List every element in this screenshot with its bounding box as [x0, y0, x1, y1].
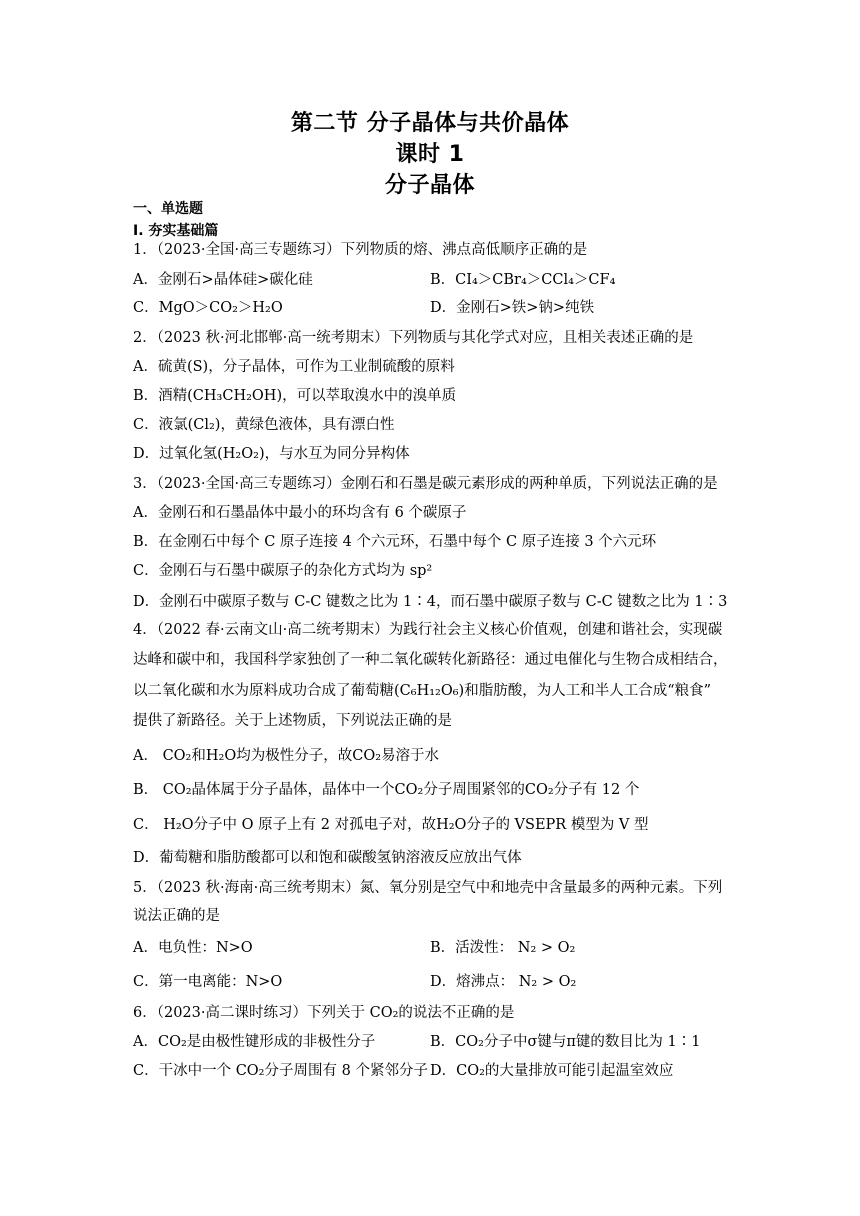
question-6-option-b: B．CO₂分子中σ键与π键的数目比为 1∶1: [430, 1034, 701, 1050]
question-2-option-b: B．酒精(CH₃CH₂OH)，可以萃取溴水中的溴单质: [133, 388, 457, 404]
question-4-option-d: D．葡萄糖和脂肪酸都可以和饱和碳酸氢钠溶液反应放出气体: [133, 850, 522, 866]
question-5-stem-line-2: 说法正确的是: [133, 908, 220, 924]
question-1-option-d: D．金刚石>铁>钠>纯铁: [430, 300, 595, 316]
question-1-option-b: B．CI₄＞CBr₄＞CCl₄＞CF₄: [430, 272, 616, 288]
question-3-option-a: A．金刚石和石墨晶体中最小的环均含有 6 个碳原子: [133, 505, 467, 521]
question-4-option-a: A． CO₂和H₂O均为极性分子，故CO₂易溶于水: [133, 748, 440, 764]
question-1-stem: 1．（2023·全国·高三专题练习）下列物质的熔、沸点高低顺序正确的是: [133, 242, 588, 258]
question-5-option-d: D．熔沸点： N₂ > O₂: [430, 974, 577, 990]
question-2-stem: 2．（2023 秋·河北邯郸·高一统考期末）下列物质与其化学式对应，且相关表述正确的是: [133, 330, 694, 346]
question-5-option-a: A．电负性：N>O: [133, 940, 253, 956]
question-2-option-a: A．硫黄(S)，分子晶体，可作为工业制硫酸的原料: [133, 359, 455, 375]
section-heading: 一、单选题: [133, 201, 203, 217]
question-3-option-b: B．在金刚石中每个 C 原子连接 4 个六元环，石墨中每个 C 原子连接 3 个六元环: [133, 534, 657, 550]
question-1-option-a: A．金刚石>晶体硅>碳化硅: [133, 272, 313, 288]
lesson-label: 课时 1: [395, 142, 465, 167]
question-6-option-c: C．干冰中一个 CO₂分子周围有 8 个紧邻分子: [133, 1063, 428, 1079]
question-6-option-a: A．CO₂是由极性键形成的非极性分子: [133, 1034, 376, 1050]
question-5-stem-line-1: 5．（2023 秋·海南·高三统考期末）氮、氧分别是空气中和地壳中含量最多的两种元素。下列: [133, 880, 723, 896]
question-4-option-b: B． CO₂晶体属于分子晶体，晶体中一个CO₂分子周围紧邻的CO₂分子有 12 个: [133, 782, 640, 798]
subsection-heading: Ⅰ. 夯实基础篇: [133, 223, 219, 239]
question-3-option-c: C．金刚石与石墨中碳原子的杂化方式均为 sp²: [133, 563, 433, 579]
question-4-option-c: C． H₂O分子中 O 原子上有 2 对孤电子对，故H₂O分子的 VSEPR 模型为 V 型: [133, 817, 649, 833]
question-2-option-c: C．液氯(Cl₂)，黄绿色液体，具有漂白性: [133, 417, 395, 433]
question-6-stem: 6．（2023·高二课时练习）下列关于 CO₂的说法不正确的是: [133, 1005, 515, 1021]
topic-title: 分子晶体: [384, 173, 475, 198]
document-title: 第二节 分子晶体与共价晶体: [290, 111, 570, 136]
question-3-option-d: D．金刚石中碳原子数与 C-C 键数之比为 1∶4，而石墨中碳原子数与 C-C 键数之比为 1∶3: [133, 594, 728, 610]
question-6-option-d: D．CO₂的大量排放可能引起温室效应: [430, 1063, 674, 1079]
question-5-option-b: B．活泼性： N₂ > O₂: [430, 940, 576, 956]
question-1-option-c: C．MgO＞CO₂＞H₂O: [133, 300, 283, 316]
question-4-stem-line-1: 4．（2022 春·云南文山·高二统考期末）为践行社会主义核心价值观，创建和谐社会，实现碳: [133, 622, 723, 638]
question-4-stem-line-3: 以二氧化碳和水为原料成功合成了葡萄糖(C₆H₁₂O₆)和脂肪酸，为人工和半人工合成“粮食”: [133, 683, 712, 699]
question-3-stem: 3．（2023·全国·高三专题练习）金刚石和石墨是碳元素形成的两种单质，下列说法正确的是: [133, 476, 718, 492]
question-5-option-c: C．第一电离能：N>O: [133, 974, 283, 990]
question-4-stem-line-4: 提供了新路径。关于上述物质，下列说法正确的是: [133, 713, 452, 729]
question-2-option-d: D．过氧化氢(H₂O₂)，与水互为同分异构体: [133, 446, 410, 462]
question-4-stem-line-2: 达峰和碳中和，我国科学家独创了一种二氧化碳转化新路径：通过电催化与生物合成相结合，: [133, 652, 728, 668]
